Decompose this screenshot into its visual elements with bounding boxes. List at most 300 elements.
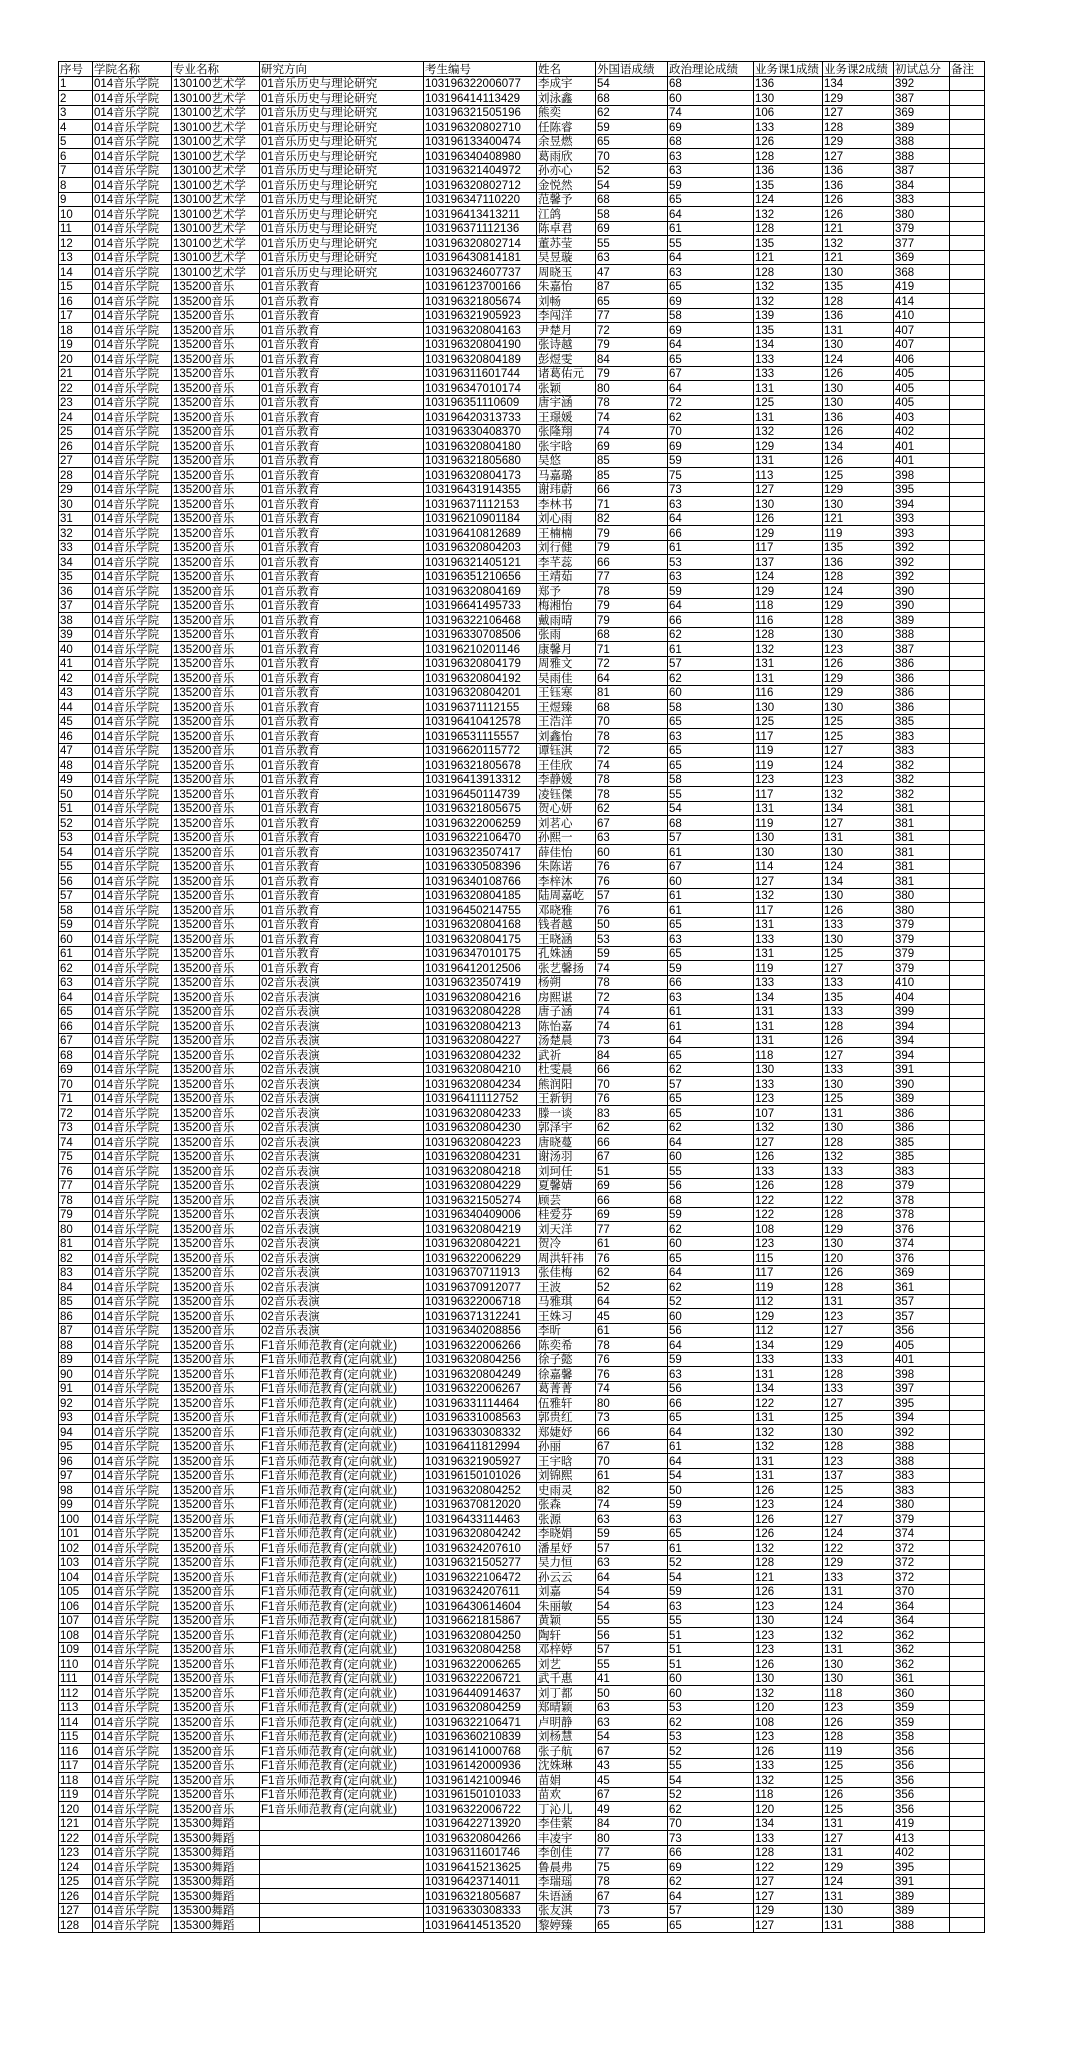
- cell-candidate-id: 103196320804258: [424, 1642, 537, 1657]
- cell-name: 孙亦心: [537, 163, 596, 178]
- cell-direction: 01音乐教育: [260, 294, 424, 309]
- cell-index: 38: [59, 613, 93, 628]
- cell-politics: 65: [668, 1251, 754, 1266]
- cell-foreign-language: 54: [596, 178, 668, 193]
- cell-direction: 01音乐教育: [260, 366, 424, 381]
- cell-politics: 60: [668, 874, 754, 889]
- cell-subject1: 132: [754, 1439, 823, 1454]
- cell-foreign-language: 76: [596, 1352, 668, 1367]
- cell-candidate-id: 103196320802710: [424, 120, 537, 135]
- cell-index: 82: [59, 1251, 93, 1266]
- cell-remarks: [950, 1338, 985, 1353]
- table-row: [59, 1497, 985, 1512]
- cell-subject2: 134: [823, 439, 894, 454]
- cell-direction: 02音乐表演: [260, 1251, 424, 1266]
- cell-index: 68: [59, 1048, 93, 1063]
- cell-index: 99: [59, 1497, 93, 1512]
- cell-subject1: 134: [754, 1338, 823, 1353]
- cell-name: 周晓玉: [537, 265, 596, 280]
- cell-candidate-id: 103196320804201: [424, 685, 537, 700]
- cell-candidate-id: 103196320804228: [424, 1004, 537, 1019]
- cell-major: 135200音乐: [172, 526, 260, 541]
- cell-remarks: [950, 1686, 985, 1701]
- cell-remarks: [950, 1439, 985, 1454]
- cell-candidate-id: 103196411812994: [424, 1439, 537, 1454]
- table-row: [59, 1439, 985, 1454]
- cell-name: 杨朔: [537, 975, 596, 990]
- cell-major: 135200音乐: [172, 1106, 260, 1121]
- table-row: [59, 888, 985, 903]
- table-row: [59, 1758, 985, 1773]
- cell-subject2: 125: [823, 946, 894, 961]
- cell-college: 014音乐学院: [93, 700, 172, 715]
- cell-remarks: [950, 1642, 985, 1657]
- cell-name: 唐宇涵: [537, 395, 596, 410]
- cell-index: 58: [59, 903, 93, 918]
- cell-foreign-language: 69: [596, 1178, 668, 1193]
- cell-subject1: 123: [754, 1091, 823, 1106]
- cell-direction: F1音乐师范教育(定向就业): [260, 1657, 424, 1672]
- cell-remarks: [950, 323, 985, 338]
- cell-name: 黄颖: [537, 1613, 596, 1628]
- cell-college: 014音乐学院: [93, 120, 172, 135]
- cell-total: 401: [894, 453, 950, 468]
- cell-total: 381: [894, 801, 950, 816]
- cell-direction: 01音乐教育: [260, 337, 424, 352]
- cell-subject2: 130: [823, 381, 894, 396]
- cell-subject1: 133: [754, 1758, 823, 1773]
- cell-index: 61: [59, 946, 93, 961]
- cell-foreign-language: 68: [596, 700, 668, 715]
- cell-foreign-language: 79: [596, 613, 668, 628]
- cell-subject1: 106: [754, 105, 823, 120]
- cell-politics: 61: [668, 1019, 754, 1034]
- cell-total: 356: [894, 1758, 950, 1773]
- cell-name: 周洪轩祎: [537, 1251, 596, 1266]
- cell-candidate-id: 103196440914637: [424, 1686, 537, 1701]
- table-row: [59, 163, 985, 178]
- cell-major: 135200音乐: [172, 1207, 260, 1222]
- cell-index: 98: [59, 1483, 93, 1498]
- cell-remarks: [950, 381, 985, 396]
- cell-college: 014音乐学院: [93, 584, 172, 599]
- cell-college: 014音乐学院: [93, 1410, 172, 1425]
- cell-major: 135200音乐: [172, 1570, 260, 1585]
- cell-college: 014音乐学院: [93, 134, 172, 149]
- cell-subject1: 123: [754, 1642, 823, 1657]
- cell-name: 唐子涵: [537, 1004, 596, 1019]
- cell-remarks: [950, 526, 985, 541]
- cell-total: 398: [894, 1367, 950, 1382]
- table-row: [59, 1584, 985, 1599]
- cell-politics: 65: [668, 1526, 754, 1541]
- cell-index: 43: [59, 685, 93, 700]
- cell-direction: 02音乐表演: [260, 1236, 424, 1251]
- cell-candidate-id: 103196322006265: [424, 1657, 537, 1672]
- cell-major: 135200音乐: [172, 1004, 260, 1019]
- table-row: [59, 1149, 985, 1164]
- cell-major: 135200音乐: [172, 381, 260, 396]
- cell-foreign-language: 62: [596, 801, 668, 816]
- cell-subject2: 128: [823, 1439, 894, 1454]
- cell-candidate-id: 103196321805680: [424, 453, 537, 468]
- cell-name: 王璟媛: [537, 410, 596, 425]
- cell-college: 014音乐学院: [93, 1642, 172, 1657]
- cell-college: 014音乐学院: [93, 787, 172, 802]
- cell-politics: 62: [668, 1120, 754, 1135]
- cell-candidate-id: 103196320804190: [424, 337, 537, 352]
- cell-subject2: 126: [823, 1715, 894, 1730]
- cell-subject2: 136: [823, 178, 894, 193]
- cell-total: 401: [894, 1352, 950, 1367]
- cell-index: 126: [59, 1889, 93, 1904]
- cell-total: 402: [894, 424, 950, 439]
- cell-total: 381: [894, 816, 950, 831]
- cell-index: 110: [59, 1657, 93, 1672]
- cell-foreign-language: 69: [596, 1207, 668, 1222]
- cell-subject1: 133: [754, 1164, 823, 1179]
- cell-subject1: 133: [754, 932, 823, 947]
- cell-foreign-language: 58: [596, 207, 668, 222]
- cell-foreign-language: 63: [596, 1715, 668, 1730]
- cell-subject2: 128: [823, 1178, 894, 1193]
- cell-candidate-id: 103196322106468: [424, 613, 537, 628]
- cell-foreign-language: 41: [596, 1671, 668, 1686]
- cell-name: 王佳欣: [537, 758, 596, 773]
- cell-remarks: [950, 1207, 985, 1222]
- cell-candidate-id: 103196320804185: [424, 888, 537, 903]
- cell-index: 62: [59, 961, 93, 976]
- cell-index: 29: [59, 482, 93, 497]
- table-row: [59, 1642, 985, 1657]
- cell-candidate-id: 103196322106470: [424, 830, 537, 845]
- cell-name: 葛菁菁: [537, 1381, 596, 1396]
- cell-index: 113: [59, 1700, 93, 1715]
- table-row: [59, 555, 985, 570]
- cell-candidate-id: 103196322006267: [424, 1381, 537, 1396]
- cell-candidate-id: 103196141000768: [424, 1744, 537, 1759]
- cell-total: 391: [894, 1874, 950, 1889]
- cell-foreign-language: 61: [596, 1468, 668, 1483]
- cell-foreign-language: 66: [596, 1062, 668, 1077]
- cell-subject1: 123: [754, 1497, 823, 1512]
- cell-remarks: [950, 1323, 985, 1338]
- cell-direction: 01音乐教育: [260, 888, 424, 903]
- cell-major: 135200音乐: [172, 1787, 260, 1802]
- cell-college: 014音乐学院: [93, 1294, 172, 1309]
- cell-college: 014音乐学院: [93, 1468, 172, 1483]
- cell-index: 91: [59, 1381, 93, 1396]
- cell-politics: 64: [668, 1454, 754, 1469]
- cell-candidate-id: 103196330708506: [424, 627, 537, 642]
- cell-total: 405: [894, 395, 950, 410]
- cell-index: 59: [59, 917, 93, 932]
- cell-remarks: [950, 917, 985, 932]
- cell-candidate-id: 103196420313733: [424, 410, 537, 425]
- cell-politics: 61: [668, 1541, 754, 1556]
- cell-candidate-id: 103196321805674: [424, 294, 537, 309]
- cell-subject2: 131: [823, 1642, 894, 1657]
- cell-direction: [260, 1816, 424, 1831]
- cell-college: 014音乐学院: [93, 671, 172, 686]
- cell-college: 014音乐学院: [93, 1033, 172, 1048]
- cell-college: 014音乐学院: [93, 1367, 172, 1382]
- cell-candidate-id: 103196330408370: [424, 424, 537, 439]
- cell-major: 135200音乐: [172, 1729, 260, 1744]
- cell-subject1: 132: [754, 1773, 823, 1788]
- cell-index: 41: [59, 656, 93, 671]
- cell-candidate-id: 103196411112752: [424, 1091, 537, 1106]
- cell-direction: 02音乐表演: [260, 1149, 424, 1164]
- cell-major: 135200音乐: [172, 1410, 260, 1425]
- cell-subject2: 135: [823, 279, 894, 294]
- cell-college: 014音乐学院: [93, 1120, 172, 1135]
- cell-total: 383: [894, 1164, 950, 1179]
- cell-candidate-id: 103196320804250: [424, 1628, 537, 1643]
- cell-subject2: 124: [823, 1613, 894, 1628]
- cell-college: 014音乐学院: [93, 1483, 172, 1498]
- cell-direction: 02音乐表演: [260, 1193, 424, 1208]
- cell-foreign-language: 57: [596, 888, 668, 903]
- cell-direction: [260, 1918, 424, 1933]
- cell-remarks: [950, 874, 985, 889]
- cell-major: 135200音乐: [172, 772, 260, 787]
- cell-college: 014音乐学院: [93, 149, 172, 164]
- cell-subject1: 130: [754, 845, 823, 860]
- cell-major: 135200音乐: [172, 845, 260, 860]
- cell-subject1: 133: [754, 120, 823, 135]
- cell-index: 90: [59, 1367, 93, 1382]
- cell-candidate-id: 103196321505196: [424, 105, 537, 120]
- cell-name: 滕一谈: [537, 1106, 596, 1121]
- cell-major: 135200音乐: [172, 816, 260, 831]
- cell-index: 87: [59, 1323, 93, 1338]
- cell-direction: 01音乐教育: [260, 395, 424, 410]
- cell-college: 014音乐学院: [93, 265, 172, 280]
- cell-college: 014音乐学院: [93, 758, 172, 773]
- cell-total: 388: [894, 627, 950, 642]
- cell-direction: 01音乐教育: [260, 511, 424, 526]
- cell-remarks: [950, 221, 985, 236]
- table-row: [59, 1526, 985, 1541]
- cell-subject1: 131: [754, 656, 823, 671]
- cell-politics: 63: [668, 497, 754, 512]
- cell-total: 381: [894, 874, 950, 889]
- cell-index: 80: [59, 1222, 93, 1237]
- cell-major: 135200音乐: [172, 1541, 260, 1556]
- cell-index: 6: [59, 149, 93, 164]
- cell-major: 130100艺术学: [172, 149, 260, 164]
- cell-subject1: 126: [754, 1149, 823, 1164]
- cell-major: 135200音乐: [172, 1657, 260, 1672]
- cell-politics: 68: [668, 134, 754, 149]
- cell-total: 390: [894, 584, 950, 599]
- cell-total: 372: [894, 1541, 950, 1556]
- cell-politics: 50: [668, 1483, 754, 1498]
- cell-direction: 01音乐教育: [260, 439, 424, 454]
- cell-index: 34: [59, 555, 93, 570]
- cell-foreign-language: 50: [596, 1686, 668, 1701]
- cell-candidate-id: 103196413913312: [424, 772, 537, 787]
- cell-politics: 53: [668, 555, 754, 570]
- cell-college: 014音乐学院: [93, 1193, 172, 1208]
- cell-subject1: 123: [754, 772, 823, 787]
- cell-subject1: 136: [754, 76, 823, 91]
- cell-name: 张隆翔: [537, 424, 596, 439]
- cell-college: 014音乐学院: [93, 932, 172, 947]
- cell-subject2: 136: [823, 410, 894, 425]
- cell-foreign-language: 78: [596, 1874, 668, 1889]
- cell-subject2: 130: [823, 1425, 894, 1440]
- cell-total: 356: [894, 1773, 950, 1788]
- cell-subject1: 130: [754, 91, 823, 106]
- table-row: [59, 1860, 985, 1875]
- cell-subject1: 126: [754, 1744, 823, 1759]
- cell-subject1: 127: [754, 1135, 823, 1150]
- cell-remarks: [950, 903, 985, 918]
- cell-college: 014音乐学院: [93, 975, 172, 990]
- cell-index: 123: [59, 1845, 93, 1860]
- cell-candidate-id: 103196320804249: [424, 1367, 537, 1382]
- cell-remarks: [950, 352, 985, 367]
- cell-direction: F1音乐师范教育(定向就业): [260, 1541, 424, 1556]
- cell-name: 张颖: [537, 381, 596, 396]
- cell-major: 135200音乐: [172, 1700, 260, 1715]
- cell-college: 014音乐学院: [93, 410, 172, 425]
- cell-remarks: [950, 1178, 985, 1193]
- cell-politics: 63: [668, 932, 754, 947]
- cell-name: 鲁晨弗: [537, 1860, 596, 1875]
- cell-politics: 66: [668, 975, 754, 990]
- cell-major: 135200音乐: [172, 1512, 260, 1527]
- cell-college: 014音乐学院: [93, 1541, 172, 1556]
- cell-major: 130100艺术学: [172, 207, 260, 222]
- cell-subject1: 128: [754, 221, 823, 236]
- cell-index: 57: [59, 888, 93, 903]
- cell-subject2: 135: [823, 990, 894, 1005]
- cell-name: 董苏莹: [537, 236, 596, 251]
- cell-subject2: 132: [823, 1149, 894, 1164]
- cell-candidate-id: 103196320804179: [424, 656, 537, 671]
- cell-politics: 61: [668, 540, 754, 555]
- cell-name: 张艺馨扬: [537, 961, 596, 976]
- cell-candidate-id: 103196320804203: [424, 540, 537, 555]
- cell-subject1: 107: [754, 1106, 823, 1121]
- cell-index: 101: [59, 1526, 93, 1541]
- cell-direction: F1音乐师范教育(定向就业): [260, 1599, 424, 1614]
- cell-index: 37: [59, 598, 93, 613]
- cell-name: 王靖茹: [537, 569, 596, 584]
- cell-major: 135200音乐: [172, 714, 260, 729]
- cell-subject2: 128: [823, 120, 894, 135]
- col-header-college: 学院名称: [93, 62, 172, 77]
- cell-direction: F1音乐师范教育(定向就业): [260, 1613, 424, 1628]
- cell-candidate-id: 103196142000936: [424, 1758, 537, 1773]
- cell-major: 135300舞蹈: [172, 1831, 260, 1846]
- cell-total: 388: [894, 134, 950, 149]
- cell-index: 30: [59, 497, 93, 512]
- cell-name: 朱陈诺: [537, 859, 596, 874]
- cell-total: 380: [894, 903, 950, 918]
- cell-total: 379: [894, 961, 950, 976]
- cell-candidate-id: 103196210901184: [424, 511, 537, 526]
- cell-subject1: 133: [754, 1077, 823, 1092]
- cell-foreign-language: 74: [596, 1381, 668, 1396]
- cell-foreign-language: 73: [596, 1033, 668, 1048]
- cell-total: 390: [894, 598, 950, 613]
- cell-candidate-id: 103196340208856: [424, 1323, 537, 1338]
- cell-subject2: 133: [823, 1004, 894, 1019]
- cell-subject2: 125: [823, 1773, 894, 1788]
- cell-candidate-id: 103196320804230: [424, 1120, 537, 1135]
- cell-candidate-id: 103196330508396: [424, 859, 537, 874]
- table-row: [59, 816, 985, 831]
- cell-subject1: 131: [754, 453, 823, 468]
- cell-direction: 02音乐表演: [260, 1265, 424, 1280]
- cell-major: 135200音乐: [172, 1294, 260, 1309]
- cell-politics: 63: [668, 729, 754, 744]
- cell-index: 20: [59, 352, 93, 367]
- cell-foreign-language: 51: [596, 1164, 668, 1179]
- cell-candidate-id: 103196331114464: [424, 1396, 537, 1411]
- cell-total: 386: [894, 671, 950, 686]
- table-row: [59, 1207, 985, 1222]
- cell-candidate-id: 103196324207610: [424, 1541, 537, 1556]
- cell-subject1: 117: [754, 729, 823, 744]
- cell-politics: 53: [668, 1700, 754, 1715]
- cell-subject1: 135: [754, 178, 823, 193]
- cell-name: 武千惠: [537, 1671, 596, 1686]
- cell-remarks: [950, 294, 985, 309]
- cell-index: 106: [59, 1599, 93, 1614]
- cell-college: 014音乐学院: [93, 1265, 172, 1280]
- cell-index: 104: [59, 1570, 93, 1585]
- cell-name: 贺心妍: [537, 801, 596, 816]
- cell-subject2: 128: [823, 294, 894, 309]
- cell-politics: 66: [668, 1396, 754, 1411]
- cell-major: 135200音乐: [172, 1483, 260, 1498]
- cell-subject1: 121: [754, 250, 823, 265]
- cell-major: 135200音乐: [172, 1251, 260, 1266]
- cell-direction: 01音乐教育: [260, 830, 424, 845]
- cell-index: 17: [59, 308, 93, 323]
- cell-college: 014音乐学院: [93, 1816, 172, 1831]
- cell-name: 彭煜雯: [537, 352, 596, 367]
- cell-major: 135200音乐: [172, 453, 260, 468]
- cell-remarks: [950, 700, 985, 715]
- table-row: [59, 1889, 985, 1904]
- cell-direction: 01音乐历史与理论研究: [260, 163, 424, 178]
- cell-foreign-language: 64: [596, 1294, 668, 1309]
- cell-name: 刘畅: [537, 294, 596, 309]
- cell-total: 395: [894, 1860, 950, 1875]
- cell-name: 吴悠: [537, 453, 596, 468]
- cell-remarks: [950, 946, 985, 961]
- cell-subject1: 126: [754, 1657, 823, 1672]
- cell-candidate-id: 103196320804231: [424, 1149, 537, 1164]
- cell-subject2: 130: [823, 337, 894, 352]
- cell-name: 沈姝琳: [537, 1758, 596, 1773]
- cell-major: 135200音乐: [172, 410, 260, 425]
- cell-politics: 65: [668, 743, 754, 758]
- cell-index: 77: [59, 1178, 93, 1193]
- cell-politics: 59: [668, 1207, 754, 1222]
- cell-name: 房熙谌: [537, 990, 596, 1005]
- cell-politics: 59: [668, 1352, 754, 1367]
- cell-major: 135200音乐: [172, 1367, 260, 1382]
- cell-name: 刘鑫怡: [537, 729, 596, 744]
- cell-name: 戴雨晴: [537, 613, 596, 628]
